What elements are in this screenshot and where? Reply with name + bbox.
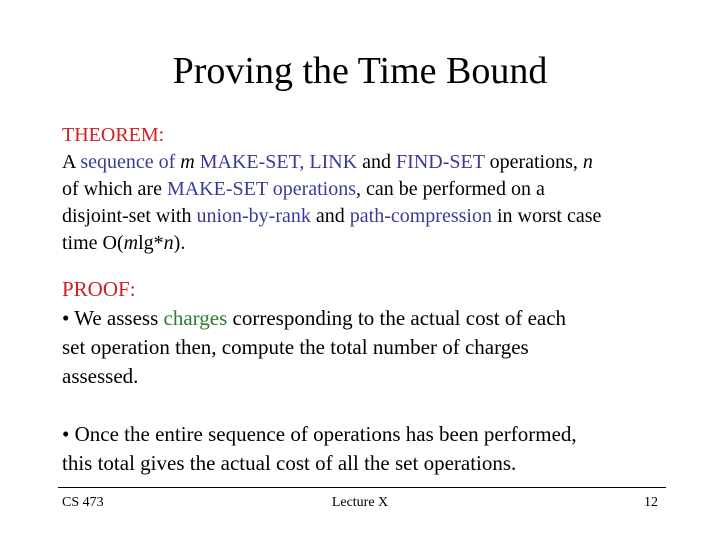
proof-heading: PROOF:	[62, 277, 136, 301]
proof-bullet-2-line-1: • Once the entire sequence of operations has been performed,	[62, 422, 577, 446]
theorem-text: , can be performed on a	[356, 178, 545, 200]
proof-bullet-1-line-3: assessed.	[62, 364, 139, 388]
theorem-line-4	[62, 230, 682, 257]
footer-course: CS 473	[62, 495, 104, 510]
theorem-line-3	[62, 203, 682, 230]
theorem-text: A	[62, 151, 81, 173]
proof-text: corresponding to the actual cost of each	[227, 306, 567, 330]
spacer	[62, 391, 702, 420]
theorem-line-2	[62, 176, 682, 203]
theorem-text: MAKE-SET, LINK	[194, 151, 358, 173]
proof-bullet-2-line-2: this total gives the actual cost of all the set operations.	[62, 451, 517, 475]
theorem-text: operations,	[484, 151, 583, 173]
theorem-text: time O(	[62, 232, 124, 254]
theorem-block	[62, 122, 682, 257]
proof-text: • We assess	[62, 306, 164, 330]
footer-page-number: 12	[644, 495, 658, 510]
proof-text: charges	[163, 306, 228, 330]
theorem-text: of which are	[62, 178, 167, 200]
footer-divider	[58, 487, 666, 488]
theorem-var-m: m	[180, 151, 195, 173]
theorem-text: sequence of	[80, 151, 181, 173]
proof-bullet-1-line-2: set operation then, compute the total number of charges	[62, 335, 529, 359]
theorem-text: and	[310, 205, 350, 227]
theorem-text: lg*	[138, 232, 164, 254]
proof-block	[62, 275, 702, 478]
proof-bullet-1-line-1	[62, 304, 702, 333]
theorem-text: MAKE-SET operations	[166, 178, 357, 200]
theorem-line-1	[62, 149, 682, 176]
theorem-var-m: m	[123, 232, 139, 254]
theorem-heading: THEOREM:	[62, 124, 165, 146]
theorem-text: and	[357, 151, 397, 173]
theorem-text: disjoint-set with	[62, 205, 197, 227]
theorem-var-n: n	[582, 151, 593, 173]
theorem-text: path-compression	[349, 205, 492, 227]
slide-title: Proving the Time Bound	[172, 50, 548, 92]
theorem-text: ).	[173, 232, 186, 254]
theorem-text: in worst case	[491, 205, 602, 227]
footer-lecture: Lecture X	[331, 495, 389, 510]
theorem-text: union-by-rank	[196, 205, 311, 227]
theorem-text: FIND-SET	[396, 151, 485, 173]
theorem-var-n: n	[163, 232, 174, 254]
